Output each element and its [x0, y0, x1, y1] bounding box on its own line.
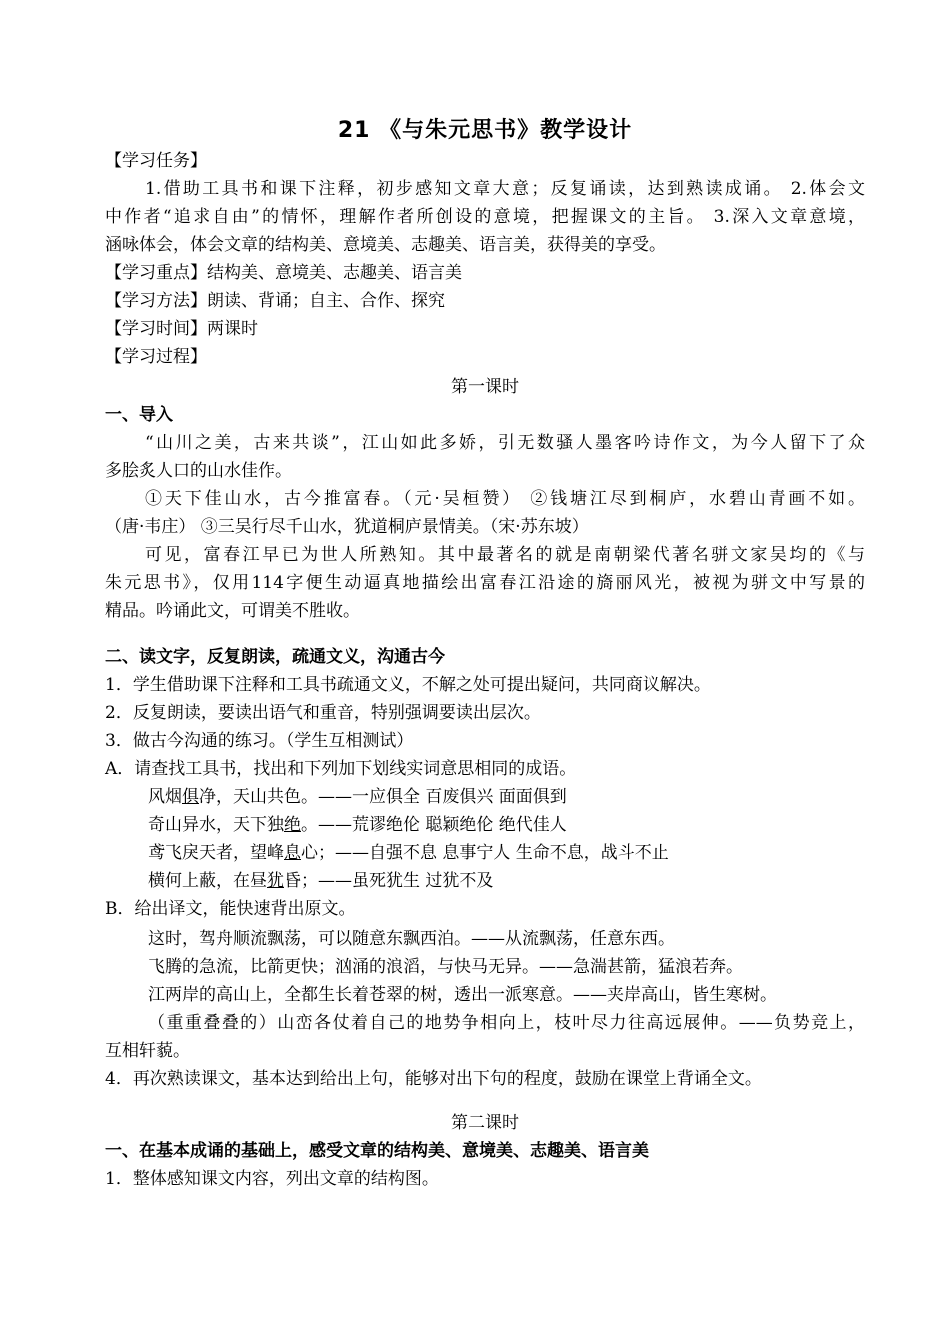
lesson2-subheading: 一、在基本成诵的基础上，感受文章的结构美、意境美、志趣美、语言美: [105, 1141, 649, 1161]
part-b-line: 互相轩藐。: [105, 1041, 190, 1061]
lesson2-item: 1．整体感知课文内容，列出文章的结构图。: [105, 1169, 439, 1189]
method-line: 【学习方法】朗读、背诵；自主、合作、探究: [105, 291, 445, 311]
task-heading: 【学习任务】: [105, 151, 207, 171]
underlined-word: 俱: [182, 787, 199, 807]
intro-line: “山川之美，古来共谈”，江山如此多娇，引无数骚人墨客吟诗作文，为今人留下了众: [145, 433, 865, 453]
part-b-heading: B．给出译文，能快速背出原文。: [105, 899, 356, 919]
part-b-line: 这时，驾舟顺流飘荡，可以随意东飘西泊。——从流飘荡，任意东西。: [148, 929, 675, 949]
lesson2-heading: 第二课时: [451, 1113, 519, 1133]
intro-heading: 一、导入: [105, 405, 173, 425]
page-title: 21 《与朱元思书》教学设计: [337, 118, 633, 143]
part-b-line: 江两岸的高山上，全都生长着苍翠的树，透出一派寒意。——夹岸高山，皆生寒树。: [148, 985, 777, 1005]
part-a-row: 鸢飞戾天者，望峰息心；——自强不息 息事宁人 生命不息，战斗不止: [148, 843, 669, 863]
intro-line: ①天下佳山水，古今推富春。（元·吴桓赞） ②钱塘江尽到桐庐，水碧山青画不如。: [145, 489, 865, 509]
read-item: 2．反复朗读，要读出语气和重音，特别强调要读出层次。: [105, 703, 541, 723]
part-a-heading: A．请查找工具书，找出和下列加下划线实词意思相同的成语。: [105, 759, 577, 779]
underlined-word: 犹: [267, 871, 284, 891]
underlined-word: 息: [284, 843, 301, 863]
intro-line: 可见，富春江早已为世人所熟知。其中最著名的就是南朝梁代著名骈文家吴均的《与: [145, 545, 865, 565]
lesson1-heading: 第一课时: [451, 377, 519, 397]
read-item: 1．学生借助课下注释和工具书疏通文义，不解之处可提出疑问，共同商议解决。: [105, 675, 711, 695]
intro-line: 精品。吟诵此文，可谓美不胜收。: [105, 601, 360, 621]
intro-line: 朱元思书》，仅用114字便生动逼真地描绘出富春江沿途的旖丽风光，被视为骈文中写景的: [105, 573, 865, 593]
process-heading: 【学习过程】: [105, 347, 207, 367]
intro-line: 多脍炙人口的山水佳作。: [105, 461, 292, 481]
part-b-line: 飞腾的急流，比箭更快；汹涌的浪滔，与快马无异。——急湍甚箭，猛浪若奔。: [148, 957, 743, 977]
read-item: 3．做古今沟通的练习。（学生互相测试）: [105, 731, 414, 751]
read-item: 4．再次熟读课文，基本达到给出上句，能够对出下句的程度，鼓励在课堂上背诵全文。: [105, 1069, 762, 1089]
task-line: 1.借助工具书和课下注释，初步感知文章大意；反复诵读，达到熟读成诵。 2.体会文: [145, 179, 865, 199]
intro-line: （唐·韦庄） ③三吴行尽千山水，犹道桐庐景情美。（宋·苏东坡）: [105, 517, 589, 537]
part-b-line: （重重叠叠的）山峦各仗着自己的地势争相向上，枝叶尽力往高远展伸。——负势竞上，: [148, 1013, 865, 1033]
task-line: 涵咏体会，体会文章的结构美、意境美、志趣美、语言美，获得美的享受。: [105, 235, 666, 255]
focus-line: 【学习重点】结构美、意境美、志趣美、语言美: [105, 263, 462, 283]
time-line: 【学习时间】两课时: [105, 319, 258, 339]
part-a-row: 风烟俱净，天山共色。——一应俱全 百废俱兴 面面俱到: [148, 787, 567, 807]
part-a-row: 横何上蔽，在昼犹昏；——虽死犹生 过犹不及: [148, 871, 494, 891]
read-heading: 二、读文字，反复朗读，疏通文义，沟通古今: [105, 647, 445, 667]
underlined-word: 绝: [284, 815, 301, 835]
part-a-row: 奇山异水，天下独绝。——荒谬绝伦 聪颖绝伦 绝代佳人: [148, 815, 567, 835]
task-line: 中作者“追求自由”的情怀，理解作者所创设的意境，把握课文的主旨。 3.深入文章意境，: [105, 207, 865, 227]
